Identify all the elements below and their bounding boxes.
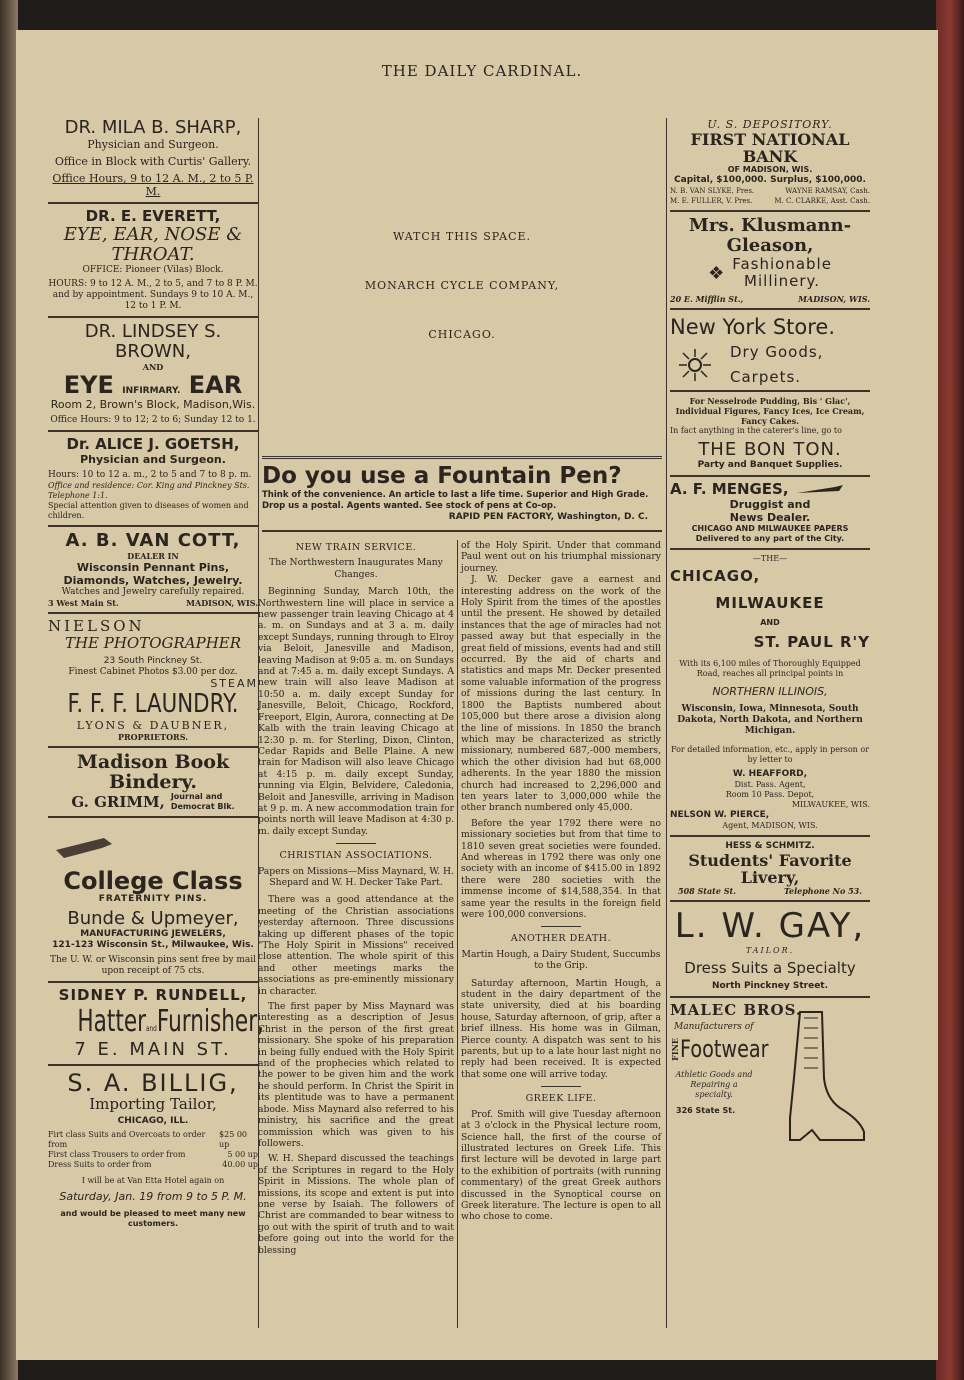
ad-line: —THE—	[752, 554, 788, 563]
ad-gay	[670, 906, 870, 992]
article-paragraph: Before the year 1792 there were no missionary societies but from that time to 1810 seven great societies were founded. And whereas in 1792 there was only one society with an income of $415.00 in 1892 there were 280 societies with the immense income of $14,588,354. In that same year the results in the foreign field were 100,000 conversions.	[461, 817, 661, 920]
ad-line: Agent, MADISON, WIS.	[722, 821, 818, 830]
page-header: THE DAILY CARDINAL.	[381, 62, 583, 80]
divider	[48, 816, 258, 818]
ad-line: MONARCH CYCLE COMPANY,	[364, 279, 560, 292]
price-label: Dress Suits to order from	[48, 1160, 152, 1169]
officer: WAYNE RAMSAY, Cash.	[785, 187, 870, 195]
ad-name: DR. E. EVERETT,	[85, 207, 221, 225]
ad-line: With its 6,100 miles of Thoroughly Equipped Road, reaches all principal points in	[679, 659, 861, 678]
ad-line: CHICAGO AND MILWAUKEE PAPERS	[691, 524, 849, 533]
ad-line: In fact anything in the caterer's line, go to	[670, 426, 842, 435]
ad-capital: Capital, $100,000. Surplus, $100,000.	[674, 175, 866, 185]
ad-where-1: Journal and	[170, 792, 223, 801]
ad-name: A. F. MENGES,	[670, 480, 789, 498]
ad-officers	[670, 196, 870, 206]
left-ad-column	[48, 117, 264, 1229]
ad-agent: NELSON W. PIERCE,	[670, 810, 770, 820]
ad-line: NORTHERN ILLINOIS,	[712, 685, 828, 698]
price-row	[48, 1160, 258, 1170]
ad-lines	[730, 344, 823, 386]
ad-headline: Do you use a Fountain Pen?	[262, 463, 622, 489]
column-rule	[666, 118, 667, 1328]
price-label: Firt class Suits and Overcoats to order from	[48, 1130, 206, 1149]
ad-sharp	[48, 118, 258, 198]
ad-hours: HOURS: 9 to 12 A. M., 2 to 5, and 7 to 8 P. M. and by appointment. Sundays 9 to 10 A. M., 12 to 1 P. M.	[48, 279, 258, 311]
ad-bank	[670, 118, 870, 206]
ad-owner-row	[48, 792, 258, 812]
ad-address	[670, 294, 870, 304]
article-paragraph: J. W. Decker gave a earnest and interesting address on the work of the Holy Spirit from the times of the apostles until the present. He showed by detailed instances that the age of miracles had not passed away but that especially in the great field of missions, events had and still occurred. By the aid of charts and statistics and maps Mr. Decker presented some valuable information of the progress of missions during the last century. In 1800 the Baptists numbered about 105,000 but there arose a division along the line of missions. In 1850 the branch which may be characterized as strictly missionary, numbered 687,-000 members, which the other division had but 68,000 adherents. In the year 1880 the mission church had increased to 2,296,000 and ten years later to 3,000,000 while the other branch numbered only 45,000.	[461, 574, 661, 814]
ad-firm: RAPID PEN FACTORY, Washington, D. C.	[448, 512, 648, 522]
article-title: CHRISTIAN ASSOCIATIONS.	[279, 850, 433, 862]
ad-line: WATCH THIS SPACE.	[392, 230, 532, 243]
ad-line: Party and Banquet Supplies.	[697, 460, 843, 470]
ad-officers	[670, 186, 870, 196]
ad-visit: I will be at Van Etta Hotel again on	[81, 1176, 225, 1185]
ad-billig	[48, 1070, 258, 1229]
divider	[670, 835, 870, 837]
ad-address	[48, 598, 258, 608]
ad-name: S. A. BILLIG,	[67, 1069, 239, 1097]
ad-address-right: MADISON, WIS.	[798, 294, 870, 304]
ad-body	[670, 256, 870, 290]
ad-address-left: 3 West Main St.	[48, 598, 119, 608]
ad-firm: HESS & SCHMITZ.	[725, 841, 815, 851]
divider	[48, 981, 258, 983]
officer: N. B. VAN SLYKE, Pres.	[670, 187, 755, 195]
ad-sub: FRATERNITY PINS.	[98, 894, 208, 904]
divider	[48, 746, 258, 748]
ad-role: Physician and Surgeon.	[80, 453, 226, 466]
pen-icon	[795, 483, 845, 497]
divider	[670, 390, 870, 392]
ad-line: Wisconsin Pennant Pins,	[76, 561, 230, 574]
ad-role: Physician and Surgeon.	[87, 138, 219, 151]
ad-role: THE PHOTOGRAPHER	[64, 634, 242, 652]
ad-city: CHICAGO, ILL.	[117, 1116, 189, 1126]
officer: M. E. FULLER, V. Pres.	[670, 197, 753, 205]
ad-line: Wisconsin, Iowa, Minnesota, South Dakota, North Dakota, and Northern Michigan.	[677, 704, 863, 736]
ad-line: News Dealer.	[729, 511, 811, 524]
ad-address: 121-123 Wisconsin St., Milwaukee, Wis.	[52, 940, 254, 950]
ad-name: THE BON TON.	[698, 439, 842, 460]
ad-residence: Office and residence: Cor. King and Pinckney Sts. Telephone 1:1.	[48, 481, 250, 500]
ad-office: OFFICE: Pioneer (Vilas) Block.	[82, 265, 224, 275]
ad-address-right: MADISON, WIS.	[186, 598, 258, 608]
article-paragraph: There was a good attendance at the meeting of the Christian associations yesterday afternoon. Three discussions taking up different phases of the topic "The Holy Spirit in Missions" received close attention. The whole spirit of this and other meetings marks the associations as pre-eminently missionary in character.	[258, 894, 454, 997]
column-rule	[457, 540, 458, 1328]
divider	[262, 456, 662, 459]
eye-label: EYE	[63, 371, 114, 399]
ad-line: Diamonds, Watches, Jewelry.	[63, 574, 243, 587]
ad-name: MALEC BROS.	[670, 1001, 803, 1019]
ad-name: A. B. VAN COTT,	[65, 530, 241, 551]
ad-date: Saturday, Jan. 19 from 9 to 5 P. M.	[59, 1190, 247, 1203]
divider	[670, 475, 870, 477]
ad-line: Fashionable	[732, 255, 832, 273]
price-value: $25 00 up	[219, 1130, 248, 1149]
ad-line: Athletic Goods and Repairing a specialty.	[675, 1070, 753, 1099]
ad-line: AND	[760, 618, 780, 627]
ad-nystore	[670, 314, 870, 386]
ad-name: Madison Book Bindery.	[76, 751, 230, 793]
price-list	[48, 1130, 258, 1170]
ear-label: EAR	[188, 371, 243, 399]
divider	[48, 525, 258, 527]
price-value: 5 00 up	[227, 1150, 258, 1159]
fine-label: FINE	[670, 1037, 680, 1061]
ad-prop: PROPRIETORS.	[118, 732, 188, 742]
ad-body	[670, 344, 870, 386]
ad-line: ST. PAUL R'Y	[753, 633, 870, 651]
ad-city: OF MADISON, WIS.	[727, 165, 813, 174]
ad-name: NIELSON	[48, 617, 145, 635]
divider	[541, 926, 581, 927]
article-subtitle: Papers on Missions—Miss Maynard, W. H. Shepard and W. H. Decker Take Part.	[258, 865, 454, 888]
ad-where-2: Democrat Blk.	[170, 802, 235, 811]
ad-line: Druggist and	[729, 498, 811, 511]
ad-fountain-pen	[262, 462, 662, 523]
ad-title: College Class	[63, 867, 243, 895]
ad-address: 23 South Pinckney St.	[103, 656, 203, 666]
ad-nielson	[48, 618, 258, 678]
article-column-a	[258, 536, 454, 1260]
divider	[48, 202, 258, 204]
ad-where	[171, 792, 235, 812]
ad-monarch	[262, 230, 662, 341]
article-title: NEW TRAIN SERVICE.	[295, 542, 417, 553]
ad-and: AND	[142, 362, 164, 372]
sun-icon	[670, 345, 720, 385]
ad-line: CHICAGO.	[428, 328, 496, 341]
ad-name: Students' Favorite Livery,	[688, 851, 852, 887]
divider	[670, 900, 870, 902]
divider	[670, 996, 870, 998]
ad-role: TAILOR.	[745, 946, 795, 955]
divider	[670, 210, 870, 212]
ad-railway	[670, 554, 870, 831]
price-label: First class Trousers to order from	[48, 1150, 186, 1159]
ad-name: DR. MILA B. SHARP,	[64, 117, 242, 138]
ad-everett	[48, 208, 258, 312]
ad-line: Carpets.	[730, 368, 802, 386]
ad-goetsh	[48, 436, 258, 521]
ad-college	[48, 868, 258, 977]
ad-closing: and would be pleased to meet many new customers.	[60, 1209, 246, 1228]
ad-body: Think of the convenience. An article to last a life time. Superior and High Grade. Drop us a postal. Agents wanted. See stock of pens at Co-op.	[262, 490, 649, 511]
pennant-illustration	[48, 822, 258, 868]
article-paragraph: Prof. Smith will give Tuesday afternoon at 3 o'clock in the Physical lecture room, Science hall, the first of the course of illustrated lectures on Greek Life. This first lecture will be devoted in large part to the exhibition of portraits (with running commentary) of the great Greek authors discussed in the Synoptical course on Greek literature. The lecture is open to all who chose to come.	[461, 1108, 661, 1223]
ad-note: The U. W. or Wisconsin pins sent free by mail upon receipt of 75 cts.	[49, 955, 257, 976]
ad-line: CHICAGO,	[670, 567, 761, 585]
ad-line: Watches and Jewelry carefully repaired.	[61, 587, 245, 597]
ad-line: Dist. Pass. Agent,	[734, 780, 806, 789]
ad-hours: Office Hours: 9 to 12; 2 to 6; Sunday 12 to 1.	[50, 415, 256, 425]
ad-owner: G. GRIMM,	[71, 792, 165, 811]
article-subtitle: Martin Hough, a Dairy Student, Succumbs to the Grip.	[461, 948, 661, 972]
ad-name: L. W. GAY,	[674, 906, 866, 946]
ad-malec	[670, 1002, 870, 1152]
divider	[541, 1086, 581, 1087]
ad-line: Millinery.	[744, 272, 821, 290]
article-title: ANOTHER DEATH.	[510, 933, 612, 945]
divider	[336, 843, 376, 844]
price-value: 40.00 up	[222, 1160, 258, 1169]
article-paragraph: Beginning Sunday, March 10th, the Northwestern line will place in service a new passenger train leaving Chicago at 4 a. m. on Sundays and at 3 a. m. daily except Sundays, running through to Elroy via Beloit, Janesville and Madison, leaving Madison at 9:05 a. m. on Sundays and at 7:45 a. m. daily except Sundays. A new train will also leave Madison at 10:50 a. m. daily except Sunday for Janesville, Beloit, Chicago, Rockford, Freeport, Elgin, Aurora, connecting at De Kalb with the train leaving Chicago at 12:30 p. m. for Sterling, Dixon, Clinton, Cedar Rapids and Belle Plaine. A new train for Madison will also leave Chicago at 4:15 p. m. daily except Sunday, running via Elgin, Belvidere, Caledonia, Beloit and Janesville, arriving in Madison at 9 p. m. A new accommodation train for points north will leave Madison at 4:30 p. m. daily except Sunday.	[258, 586, 454, 837]
ad-hours: Hours: 10 to 12 a. m., 2 to 5 and 7 to 8 p. m.	[48, 470, 252, 480]
ad-trade: MANUFACTURING JEWELERS,	[80, 929, 226, 939]
ad-name: FIRST NATIONAL BANK	[690, 130, 850, 166]
officer: M. C. CLARKE, Asst. Cash.	[774, 197, 870, 205]
ad-bindery	[48, 752, 258, 812]
ad-line: Dry Goods,	[730, 343, 824, 361]
ad-owners: LYONS & DAUBNER,	[76, 719, 230, 732]
divider	[670, 308, 870, 310]
ad-bonton	[670, 396, 870, 471]
ad-livery	[670, 841, 870, 896]
divider	[48, 316, 258, 318]
ad-steam: STEAM	[210, 677, 258, 690]
ad-dep: U. S. DEPOSITORY.	[707, 118, 833, 131]
article-subtitle: The Northwestern Inaugurates Many Changes.	[269, 557, 443, 580]
boot-icon	[760, 1008, 870, 1148]
book-edge	[936, 0, 964, 1380]
divider	[670, 548, 870, 550]
ad-line: MILWAUKEE	[715, 594, 825, 612]
ad-laundry	[48, 678, 258, 742]
ad-line: Room 10 Pass. Depot,	[725, 790, 815, 799]
infirmary-label: INFIRMARY.	[122, 386, 181, 396]
ad-office: Office in Block with Curtis' Gallery.	[54, 155, 252, 168]
ad-line: Dress Suits a Specialty	[684, 959, 856, 977]
ad-address-left: 508 State St.	[678, 886, 736, 896]
ad-name: Dr. ALICE J. GOETSH,	[66, 435, 240, 453]
ad-vancott	[48, 531, 258, 608]
ad-line: Manufacturers of	[674, 1022, 754, 1032]
ad-line: For detailed information, etc., apply in person or by letter to	[670, 745, 870, 764]
ad-firm: Bunde & Upmeyer,	[67, 908, 239, 929]
divider	[48, 430, 258, 432]
article-paragraph: The first paper by Miss Maynard was interesting as a description of Jesus Christ in the person of the first great missionary. She spoke of his preparation in being fully endued with the Holy Spirit and of the prophecies which related to the power to be given him and the work he should perform. In Christ the Spirit in its plentitude was to have a permanent abode. Miss Maynard also referred to his ministry, his sacrifice and the great commission which was given to his followers.	[258, 1001, 454, 1149]
price-row	[48, 1150, 258, 1160]
ad-name: DR. LINDSEY S. BROWN,	[84, 321, 222, 362]
article-paragraph: W. H. Shepard discussed the teachings of the Scriptures in regard to the Holy Spirit in Missions. The whole plan of missions, its scope and extent is put into one verse by Isaiah. The followers of Christ are commanded to bear witness to go out with the spirit of truth and to wait before going out into the world for the blessing	[258, 1153, 454, 1256]
ad-brown	[48, 322, 258, 426]
price-row	[48, 1130, 258, 1150]
ad-name: SIDNEY P. RUNDELL,	[58, 986, 248, 1004]
ad-dealer: DEALER IN	[127, 551, 179, 561]
divider	[262, 530, 662, 532]
ad-address-left: 20 E. Mifflin St.,	[670, 294, 744, 304]
furnisher-label: Furnisher,	[156, 1004, 264, 1039]
ad-name: New York Store.	[670, 315, 836, 339]
ad-header	[670, 481, 870, 498]
ad-klusmann	[670, 216, 870, 304]
ad-trade	[77, 1004, 264, 1040]
ad-address	[670, 886, 870, 896]
ad-address: 7 E. MAIN ST.	[74, 1039, 232, 1060]
ad-hours: Office Hours, 9 to 12 A. M., 2 to 5 P. M.	[52, 172, 254, 198]
footwear-label: Footwear	[680, 1035, 769, 1063]
right-ad-column	[670, 118, 870, 1152]
ad-line: For Nesselrode Pudding, Bis ' Glac', Individual Figures, Fancy Ices, Ice Cream, Fancy Cakes.	[675, 396, 865, 426]
ad-name: F. F. F. LAUNDRY.	[67, 689, 239, 719]
article-title: GREEK LIFE.	[525, 1093, 597, 1105]
ad-line: North Pinckney Street.	[711, 981, 829, 991]
ornament-icon: ❖	[708, 262, 725, 284]
ad-rundell	[48, 986, 264, 1060]
divider	[48, 612, 258, 614]
ad-line: Delivered to any part of the City.	[695, 534, 845, 543]
ad-line: MILWAUKEE, WIS.	[791, 800, 870, 809]
and-label: and	[145, 1024, 157, 1033]
pennant-icon	[54, 832, 114, 862]
ad-lines	[732, 256, 832, 290]
ad-address-right: Telephone No 53.	[783, 886, 862, 896]
ad-menges	[670, 481, 870, 544]
divider	[48, 1064, 258, 1066]
ad-name: Mrs. Klusmann-Gleason,	[688, 215, 852, 256]
ad-specialty: EYE, EAR, NOSE & THROAT.	[63, 224, 243, 265]
ad-address: Room 2, Brown's Block, Madison,Wis.	[50, 398, 256, 411]
hatter-label: Hatter	[77, 1004, 146, 1039]
article-paragraph: Saturday afternoon, Martin Hough, a student in the dairy department of the state university, died at his boarding house, Saturday afternoon, of grip, after a brief illness. His home was in Gilman, Pierce county. A dispatch was sent to his parents, but up to a late hour last night no reply had been received. It is expected that some one will arrive today.	[461, 977, 661, 1080]
ad-agent: W. HEAFFORD,	[732, 769, 808, 779]
ad-trade: Importing Tailor,	[89, 1095, 217, 1113]
ad-note: Special attention given to diseases of women and children.	[48, 501, 249, 520]
ad-specialty	[48, 372, 258, 398]
ad-prices: Finest Cabinet Photos $3.00 per doz.	[68, 667, 238, 677]
article-paragraph: of the Holy Spirit. Under that command Paul went out on his triumphal missionary journey.	[461, 540, 661, 574]
article-column-b	[461, 540, 661, 1227]
ad-address: 326 State St.	[676, 1106, 736, 1115]
